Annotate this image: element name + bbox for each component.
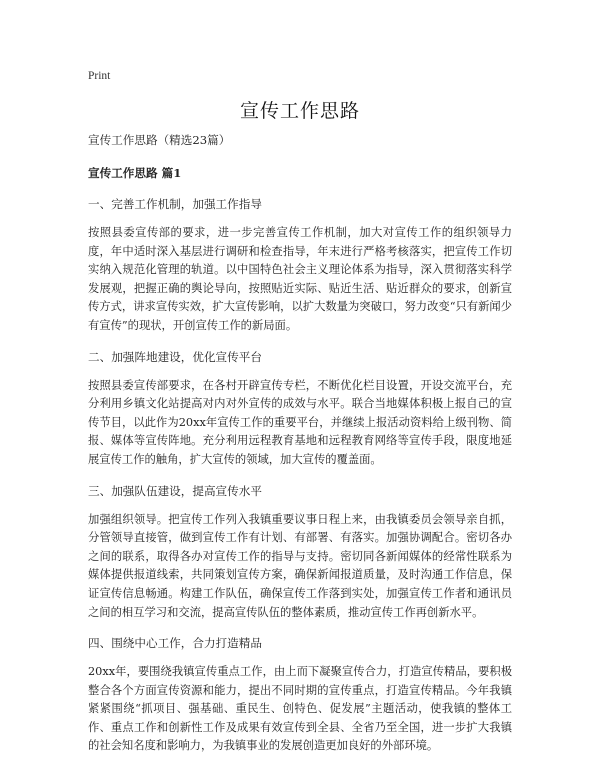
print-label[interactable]: Print xyxy=(88,70,111,82)
document-subtitle: 宣传工作思路（精选23篇） xyxy=(88,133,231,147)
section-body-3: 加强组织领导。把宣传工作列入我镇重要议事日程上来，由我镇委员会领导亲自抓，分管领导直接管，做到宣传工作有计划、有部署、有落实。加强协调配合。密切各办之间的联系，取得各办对宣传工作的指导与支持。密切同各新闻媒体的经常性联系为媒体提供报道线索，共同策划宣传方案，确保新闻报道质量，及时沟通工作信息，保证宣传信息畅通。构建工作队伍，确保宣传工作落到实处，加强宣传工作者和通讯员之间的相互学习和交流，提高宣传队伍的整体素质，推动宣传工作再创新水平。 xyxy=(88,512,512,619)
document-content xyxy=(88,130,512,756)
section-heading-1: 一、完善工作机制，加强工作指导 xyxy=(88,197,262,211)
section-heading-3: 三、加强队伍建设，提高宣传水平 xyxy=(88,483,262,498)
section-title: 宣传工作思路 篇1 xyxy=(88,166,182,180)
section-body-4: 20xx年，要围绕我镇宣传重点工作，由上而下凝聚宣传合力，打造宣传精品，要积极整合各个方面宣传资源和能力，提出不同时期的宣传重点，打造宣传精品。今年我镇紧紧围绕“抓项目、强基础、重民生、创特色、促发展”主题活动，使我镇的整体工作、重点工作和创新性工作及成果有效宣传到全县、全省乃至全国，进一步扩大我镇的社会知名度和影响力，为我镇事业的发展创造更加良好的外部环境。 xyxy=(88,665,512,753)
section-heading-2: 二、加强阵地建设，优化宣传平台 xyxy=(88,349,262,364)
section-heading-4: 四、围绕中心工作，合力打造精品 xyxy=(88,636,262,651)
section-body-2: 按照县委宣传部要求，在各村开辟宣传专栏，不断优化栏目设置，开设交流平台，充分利用乡镇文化站提高对内对外宣传的成效与水平。联合当地媒体积极上报自己的宣传节目，以此作为20xx年宣传工作的重要平台，并继续上报活动资料给上级刊物、简报、媒体等宣传阵地。充分利用远程教育基地和远程教育网络等宣传手段，限度地延展宣传工作的触角，扩大宣传的领域，加大宣传的覆盖面。 xyxy=(88,378,512,466)
document-title: 宣传工作思路 xyxy=(239,100,360,122)
section-body-1: 按照县委宣传部的要求，进一步完善宣传工作机制，加大对宣传工作的组织领导力度，年中适时深入基层进行调研和检查指导，年末进行严格考核落实，把宣传工作切实纳入规范化管理的轨道。以中国特色社会主义理论体系为指导，深入贯彻落实科学发展观，把握正确的舆论导向，按照贴近实际、贴近生活、贴近群众的要求，创新宣传方式，讲求宣传实效，扩大宣传影响，以扩大数量为突破口，努力改变“只有新闻少有宣传”的现状，开创宣传工作的新局面。 xyxy=(88,226,512,332)
